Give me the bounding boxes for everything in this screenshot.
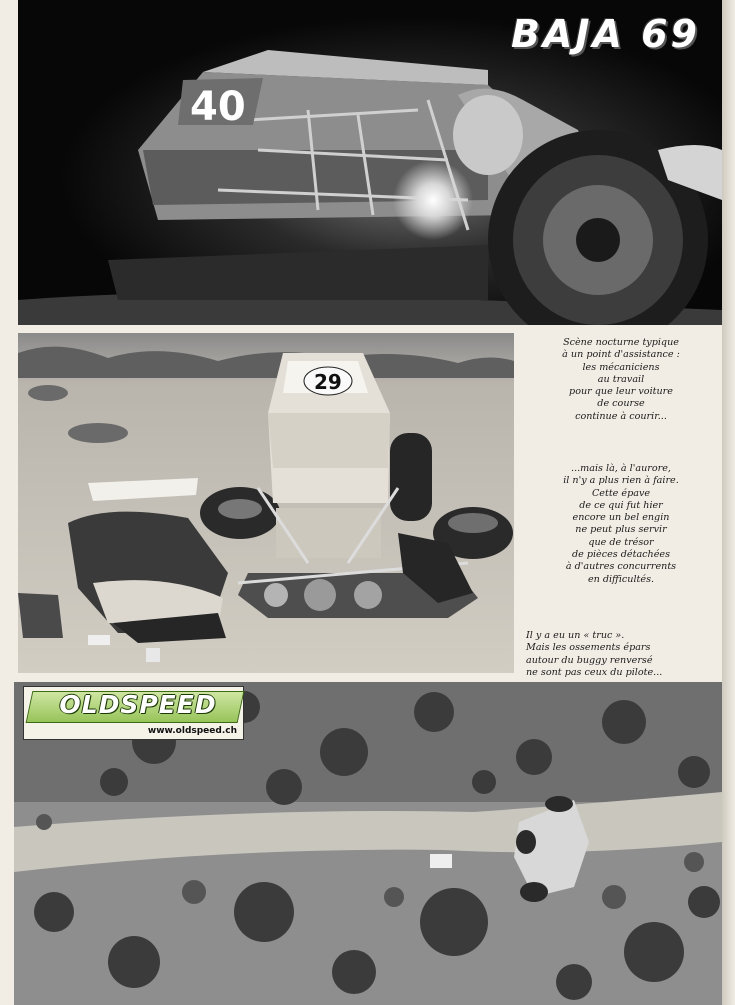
logo-wordmark: OLDSPEED — [59, 690, 217, 719]
logo-url: www.oldspeed.ch — [147, 726, 237, 736]
wreck-dawn-photo — [18, 333, 514, 673]
caption-dawn-wreck: ...mais là, à l'aurore, il n'y a plus rien à faire. Cette épave de ce qui fut hier encore un bel engin ne peut plus servir que de trésor de pièces détachées à d'autres concurrents en difficultés. — [563, 463, 679, 585]
night-repair-photo — [18, 0, 722, 325]
caption-night-scene: Scène nocturne typique à un point d'assistance : les mécaniciens au travail pour que leur voiture de course continue à courir... — [562, 337, 680, 422]
page-edge — [722, 0, 735, 1005]
headline: BAJA 69 — [510, 12, 700, 56]
caption-overturned-buggy: Il y a eu un « truc ». Mais les ossements épars autour du buggy renversé ne sont pas ceux du pilote... — [526, 630, 663, 678]
car-number-40: 40 — [190, 84, 246, 130]
car-number-29: 29 — [314, 370, 342, 394]
oldspeed-logo — [23, 686, 244, 740]
